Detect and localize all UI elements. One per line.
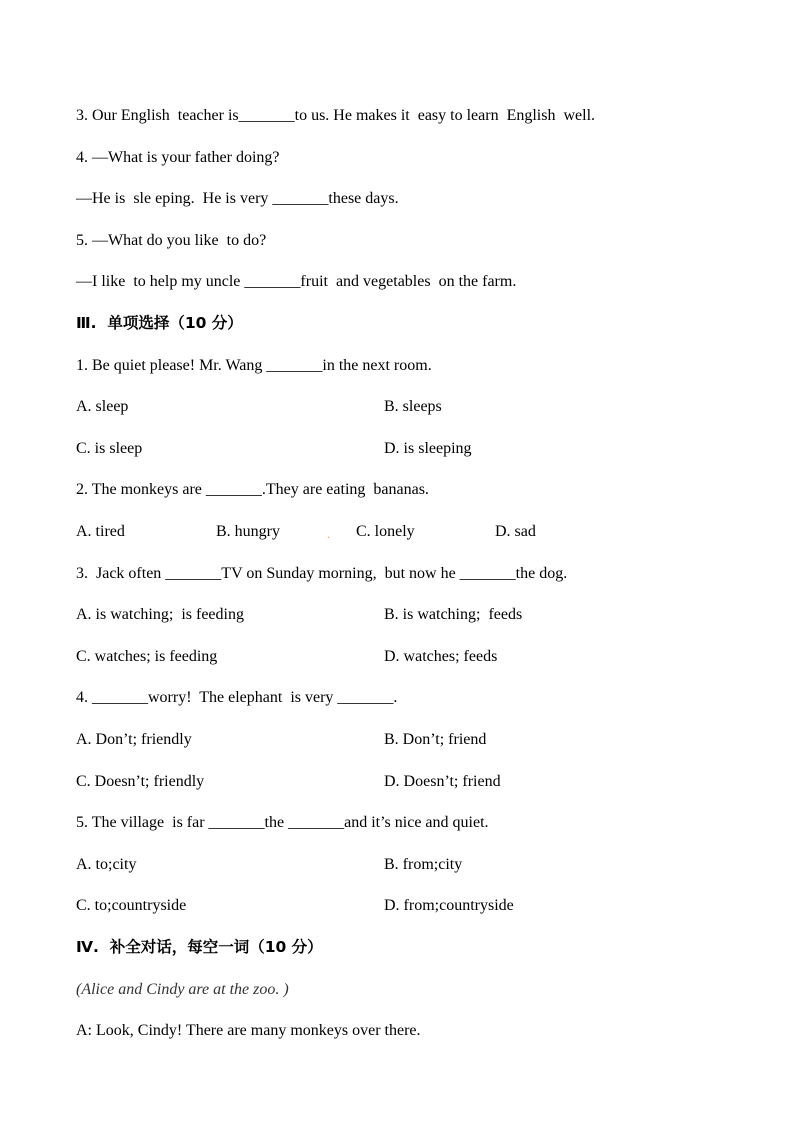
mc-question-4-option-d: D. Doesn’t; friend (384, 773, 501, 790)
mc-question-2-option-c: C. lonely (356, 523, 415, 540)
mc-question-1-option-a: A. sleep (76, 398, 129, 415)
decorative-dot: . (327, 527, 330, 541)
mc-question-4-option-c: C. Doesn’t; friendly (76, 773, 205, 790)
mc-question-3-option-a: A. is watching; is feeding (76, 606, 244, 623)
question-4-fill: 4. —What is your father doing? (76, 149, 280, 166)
dialogue-line-a: A: Look, Cindy! There are many monkeys over there. (76, 1022, 421, 1039)
mc-question-5-option-d: D. from;countryside (384, 897, 514, 914)
mc-question-3-stem: 3. Jack often _______TV on Sunday morning, but now he _______the dog. (76, 565, 568, 582)
dialogue-scene-note: (Alice and Cindy are at the zoo. ) (76, 981, 289, 998)
mc-question-5-option-c: C. to;countryside (76, 897, 187, 914)
question-5-answer: —I like to help my uncle _______fruit and vegetables on the farm. (76, 273, 517, 290)
mc-question-3-option-d: D. watches; feeds (384, 648, 498, 665)
mc-question-3-option-c: C. watches; is feeding (76, 648, 218, 665)
mc-question-2-stem: 2. The monkeys are _______.They are eating bananas. (76, 481, 429, 498)
mc-question-5-stem: 5. The village is far _______the _______and it’s nice and quiet. (76, 814, 489, 831)
mc-question-1-option-c: C. is sleep (76, 440, 143, 457)
mc-question-1-stem: 1. Be quiet please! Mr. Wang _______in the next room. (76, 357, 432, 374)
mc-question-4-stem: 4. _______worry! The elephant is very _______. (76, 689, 398, 706)
mc-question-1-option-d: D. is sleeping (384, 440, 472, 457)
mc-question-3-option-b: B. is watching; feeds (384, 606, 523, 623)
mc-question-4-option-a: A. Don’t; friendly (76, 731, 192, 748)
mc-question-2-option-d: D. sad (495, 523, 536, 540)
mc-question-1-option-b: B. sleeps (384, 398, 442, 415)
mc-question-2-option-a: A. tired (76, 523, 125, 540)
question-5-fill: 5. —What do you like to do? (76, 232, 267, 249)
question-4-answer: —He is sle eping. He is very _______these days. (76, 190, 399, 207)
section-4-heading: Ⅳ. 补全对话，每空一词（10 分） (76, 938, 323, 956)
mc-question-2-option-b: B. hungry (216, 523, 280, 540)
mc-question-5-option-a: A. to;city (76, 856, 137, 873)
section-3-heading: Ⅲ. 单项选择（10 分） (76, 314, 243, 332)
mc-question-4-option-b: B. Don’t; friend (384, 731, 487, 748)
mc-question-5-option-b: B. from;city (384, 856, 463, 873)
question-3-fill: 3. Our English teacher is_______to us. He makes it easy to learn English well. (76, 107, 596, 124)
